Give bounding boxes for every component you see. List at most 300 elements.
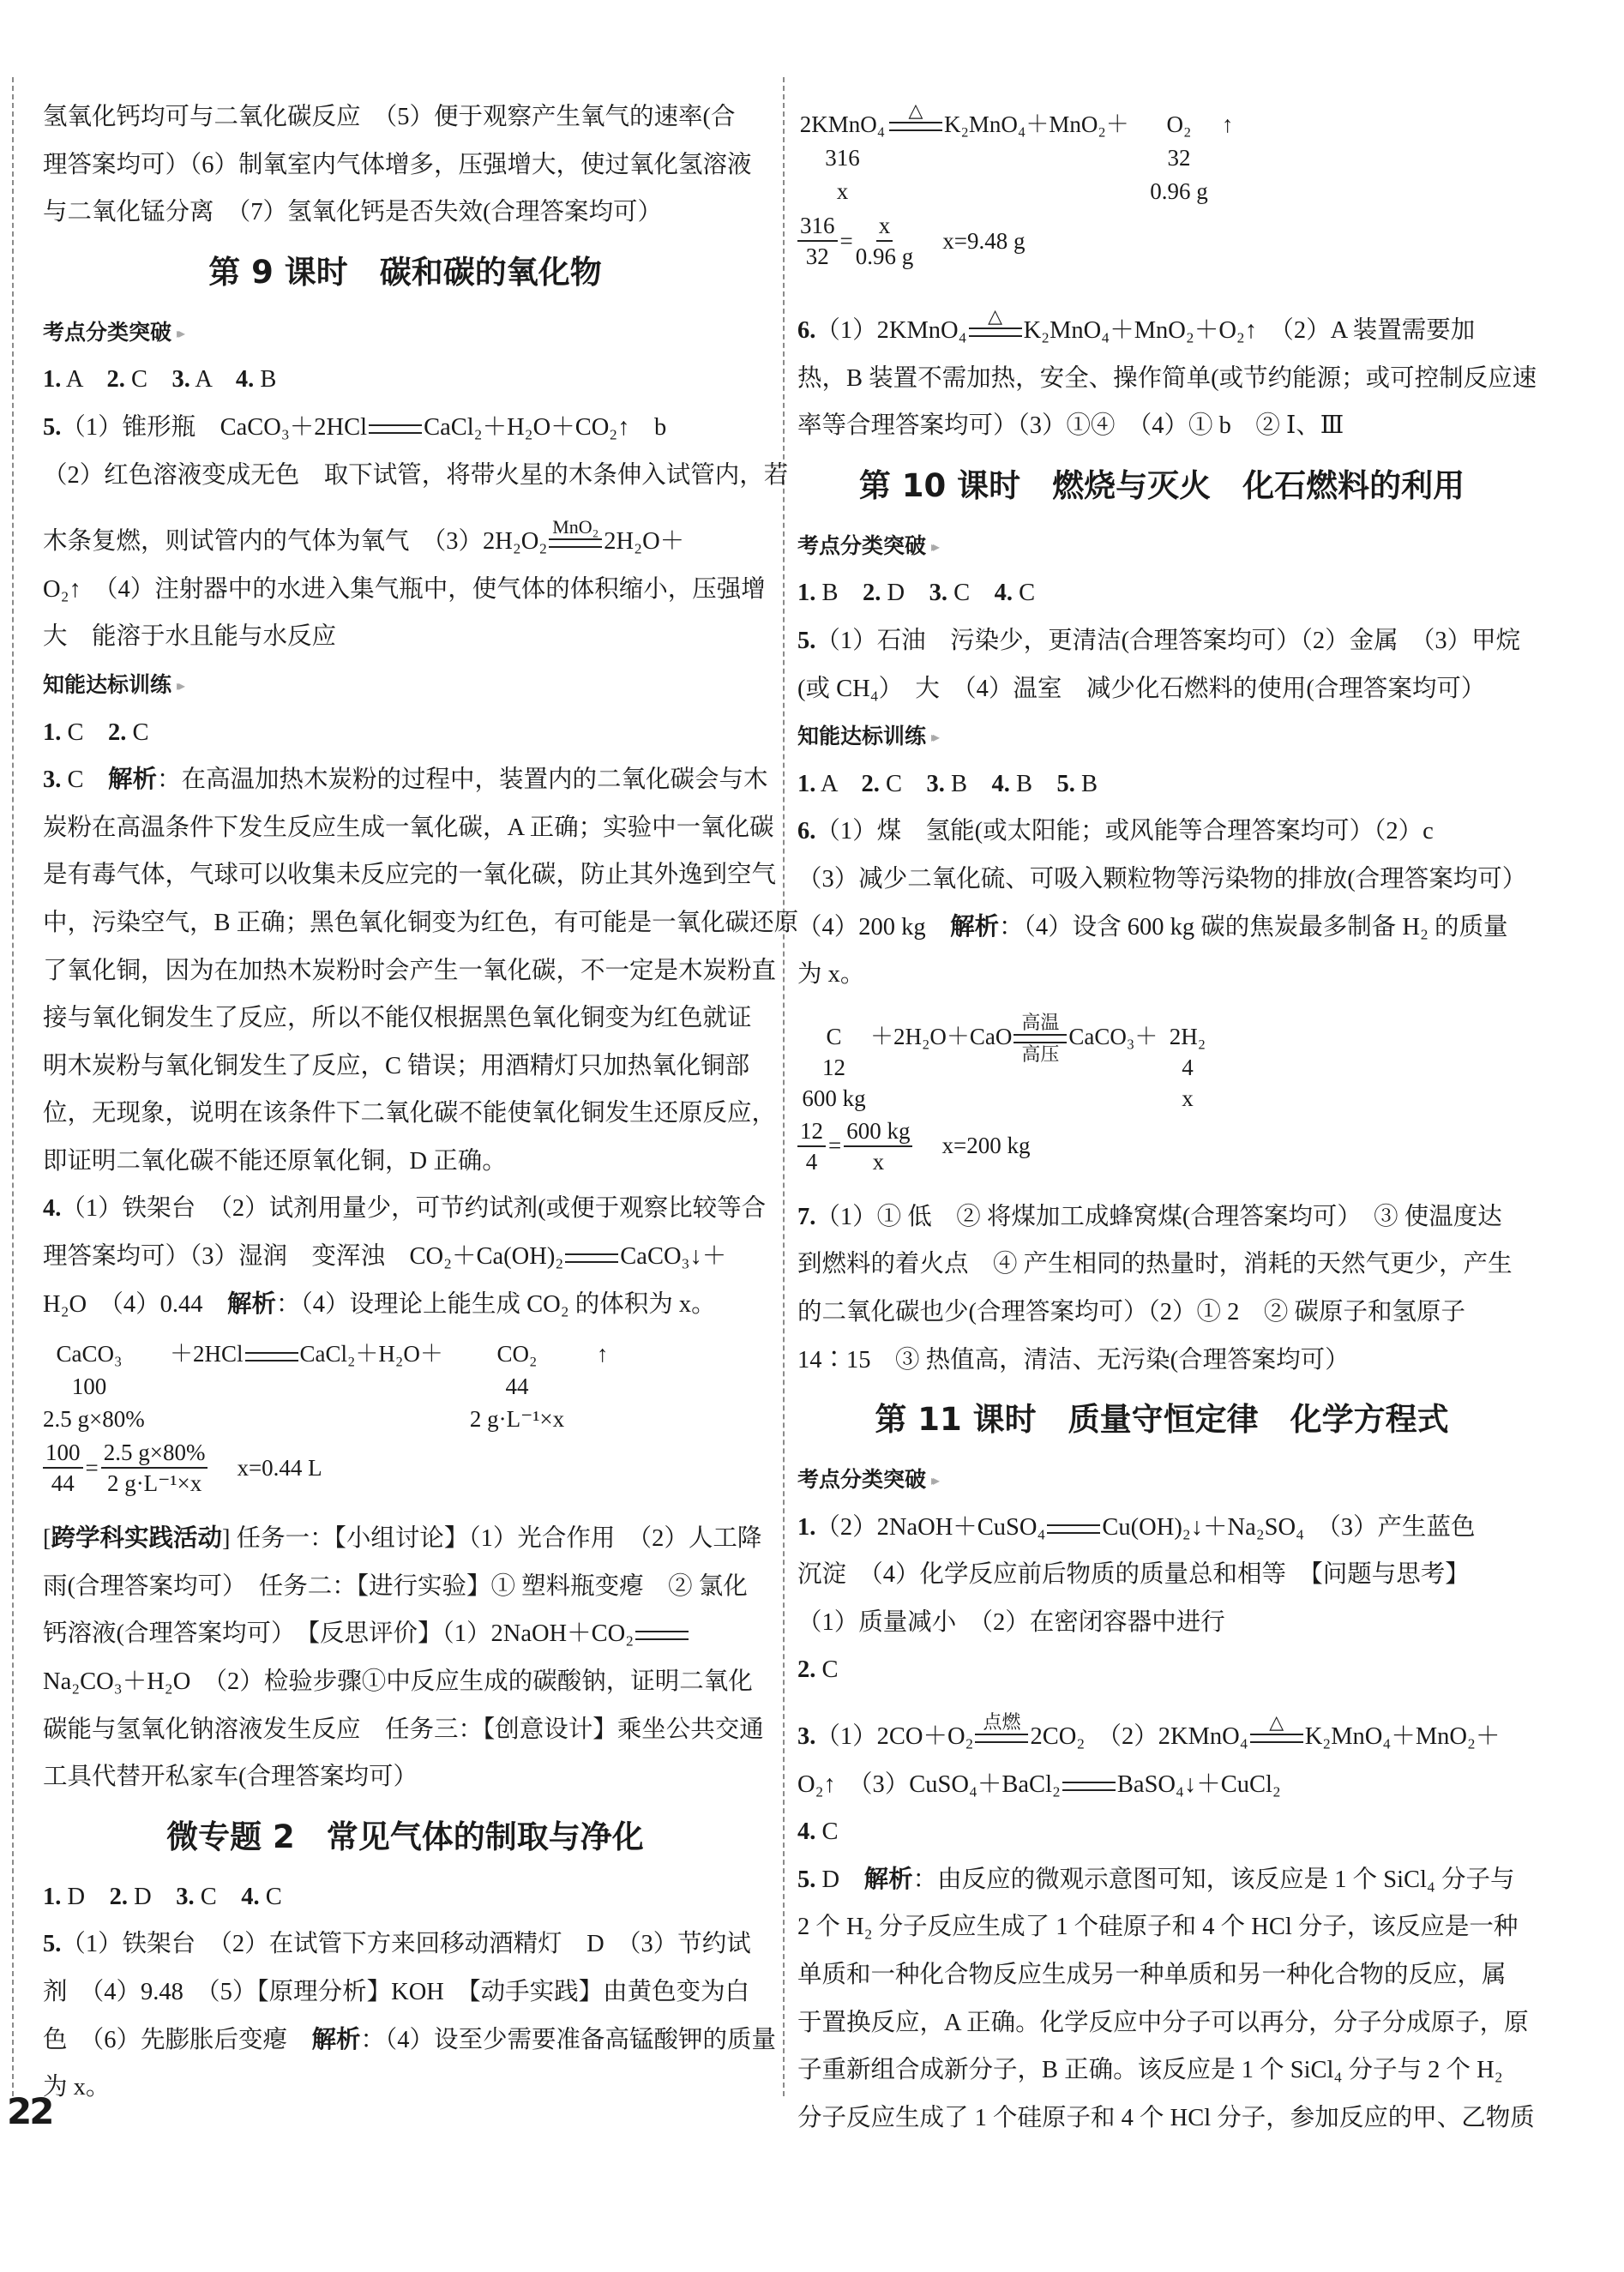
bold-label: 1. bbox=[43, 366, 62, 394]
calc-cell bbox=[43, 1370, 135, 1403]
text-run: （1）2KMnO₄ bbox=[815, 317, 967, 344]
bold-label: 2. bbox=[106, 366, 125, 394]
text-run: 的二氧化碳也少(合理答案均可）（2）① 2 ② 碳原子和氢原子 bbox=[797, 1298, 1465, 1325]
text-line bbox=[797, 808, 1526, 856]
text-line bbox=[797, 1504, 1526, 1552]
text-run: K₂MnO₄＋MnO₂＋ bbox=[944, 111, 1129, 137]
text-run: 理答案均可）（6）制氧室内气体增多，压强增大，使过氧化氢溶液 bbox=[43, 151, 752, 178]
text-run: 44 bbox=[505, 1373, 529, 1400]
text-line bbox=[43, 899, 799, 947]
numerator: 316 bbox=[797, 211, 838, 242]
text-run: K₂MnO₄＋MnO₂＋ bbox=[1304, 1723, 1501, 1751]
text-line bbox=[797, 856, 1526, 904]
bold-label: 1. bbox=[797, 580, 816, 607]
text-run: Na₂CO₃＋H₂O （2）检验步骤①中反应生成的碳酸钠，证明二氧化 bbox=[43, 1668, 753, 1696]
text-run: CaCO₃↓＋ bbox=[620, 1243, 727, 1271]
text-run: K₂MnO₄＋MnO₂＋O₂↑ （2）A 装置需要加 bbox=[1023, 317, 1476, 344]
bold-label: 4. bbox=[991, 770, 1010, 797]
bold-label: 2. bbox=[108, 718, 127, 746]
calc-cell bbox=[135, 1370, 453, 1403]
text-line bbox=[43, 709, 767, 757]
bold-label: 1. bbox=[43, 718, 62, 746]
fraction-left bbox=[797, 211, 838, 271]
text-line bbox=[797, 1694, 1526, 1761]
text-run: O₂↑ （4）注射器中的水进入集气瓶中，使气体的体积缩小，压强增 bbox=[43, 575, 766, 603]
text-line bbox=[797, 1241, 1526, 1289]
text-run: 氢氧化钙均可与二氧化碳反应 （5）便于观察产生氧气的速率(合 bbox=[43, 104, 736, 130]
text-run: 为 x。 bbox=[43, 2074, 111, 2101]
text-run: 2H₂ bbox=[1169, 1023, 1206, 1049]
section-heading bbox=[797, 712, 1526, 760]
calc-cell bbox=[453, 1337, 581, 1370]
text-line bbox=[43, 2064, 767, 2112]
text-line bbox=[43, 995, 767, 1043]
lesson-title: 第 11 课时 质量守恒定律 化学方程式 bbox=[875, 1401, 1449, 1439]
bold-label: 1. bbox=[797, 770, 816, 797]
text-run: 工具代替开私家车(合理答案均可） bbox=[43, 1764, 418, 1791]
text-run: 与二氧化锰分离 （7）氢氧化钙是否失效(合理答案均可） bbox=[43, 199, 662, 226]
text-line bbox=[43, 1233, 767, 1281]
reaction-equals-sign bbox=[635, 1631, 689, 1640]
reaction-equals-sign bbox=[1013, 1012, 1067, 1066]
bold-label: 解析 bbox=[950, 913, 1000, 941]
text-run: H₂O （4）0.44 bbox=[43, 1290, 227, 1318]
text-run: 大 能溶于水且能与水反应 bbox=[43, 623, 337, 651]
numerator: 12 bbox=[797, 1116, 826, 1147]
text-line bbox=[43, 1920, 767, 1968]
bold-label: 2. bbox=[109, 1883, 128, 1910]
text-run: ↑ bbox=[1222, 111, 1234, 137]
text-line bbox=[797, 665, 1526, 713]
text-line bbox=[797, 1646, 1526, 1694]
text-run: 到燃料的着火点 ④ 产生相同的热量时，消耗的天然气更少，产生 bbox=[797, 1251, 1513, 1278]
calc-cell bbox=[797, 1052, 870, 1083]
text-line bbox=[43, 499, 767, 566]
calc-cell bbox=[1158, 1021, 1218, 1052]
bold-label: 2. bbox=[797, 1656, 816, 1684]
text-run: 剂 （4）9.48 （5）【原理分析】KOH 【动手实践】由黄色变为白 bbox=[43, 1979, 750, 2005]
text-line bbox=[43, 1138, 767, 1186]
calc-cell bbox=[43, 1337, 135, 1370]
text-run: 率等合理答案均可）（3）①④ （4）① b ② Ⅰ、Ⅲ bbox=[797, 412, 1344, 440]
text-line bbox=[43, 141, 767, 189]
proportion-equation bbox=[43, 1435, 767, 1500]
text-run: CaCO₃＋ bbox=[1068, 1023, 1158, 1049]
denominator: 4 bbox=[805, 1148, 818, 1175]
text-run: 100 bbox=[71, 1373, 107, 1400]
text-run: C bbox=[194, 1883, 242, 1910]
text-line bbox=[43, 1043, 767, 1091]
calc-cell bbox=[135, 1403, 453, 1435]
text-line bbox=[797, 402, 1526, 450]
text-line bbox=[43, 1563, 767, 1611]
bold-label: 4. bbox=[241, 1883, 260, 1910]
text-run: 位，无现象，说明在该条件下二氧化碳不能使氧化铜发生还原反应， bbox=[43, 1100, 777, 1127]
reaction-equals-sign bbox=[1250, 1711, 1303, 1743]
calc-cell bbox=[453, 1403, 581, 1435]
section-heading-label: 知能达标训练 bbox=[43, 671, 172, 697]
text-line bbox=[797, 760, 1526, 808]
bold-label: 3. bbox=[176, 1883, 195, 1910]
double-arrow-icon: ▸▸ bbox=[177, 677, 181, 694]
numerator: x bbox=[876, 211, 893, 242]
calc-cell bbox=[887, 99, 1140, 141]
calc-cell bbox=[1158, 1052, 1218, 1083]
proportion-equation bbox=[797, 1114, 1526, 1179]
text-run: （3）减少二氧化硫、可吸入颗粒物等污染物的排放(合理答案均可） bbox=[797, 865, 1527, 893]
text-run: 是有毒气体，气球可以收集未反应完的一氧化碳，防止其外逸到空气 bbox=[43, 862, 777, 889]
fraction-right bbox=[844, 1116, 912, 1176]
denominator: x bbox=[872, 1148, 885, 1175]
bold-label: 6. bbox=[797, 818, 816, 845]
fraction-left bbox=[797, 1116, 826, 1176]
bold-label: 4. bbox=[235, 366, 255, 394]
calc-cell bbox=[797, 1021, 870, 1052]
text-run: [ bbox=[43, 1525, 51, 1553]
text-run: （1）2CO＋O₂ bbox=[815, 1723, 974, 1751]
text-run: B bbox=[1074, 770, 1098, 797]
bold-label: 3. bbox=[171, 366, 190, 394]
reaction-condition: MnO₂ bbox=[552, 516, 599, 538]
text-line bbox=[797, 1193, 1526, 1241]
bold-label: 5. bbox=[43, 1931, 62, 1958]
text-run: D bbox=[815, 1866, 864, 1893]
text-run: B bbox=[944, 770, 992, 797]
numerator: 2.5 g×80% bbox=[101, 1438, 208, 1469]
calc-cell bbox=[1218, 141, 1269, 175]
text-run: 32 bbox=[1167, 145, 1191, 171]
text-line bbox=[797, 1903, 1526, 1951]
section-heading-label: 考点分类突破 bbox=[43, 319, 172, 345]
reaction-equals-sign bbox=[245, 1352, 298, 1361]
left-column bbox=[43, 93, 799, 2112]
text-run: （1）锥形瓶 CaCO₃＋2HCl bbox=[61, 413, 368, 441]
lesson-title: 第 10 课时 燃烧与灭火 化石燃料的利用 bbox=[858, 466, 1465, 504]
text-run: 子重新组合成新分子，B 正确。该反应是 1 个 SiCl₄ 分子与 2 个 H₂ bbox=[797, 2057, 1503, 2084]
calc-c-h2 bbox=[797, 1012, 1526, 1114]
text-line bbox=[43, 851, 777, 899]
calc-cell bbox=[887, 141, 1140, 175]
text-run: C bbox=[1013, 580, 1036, 607]
equals-sign: = bbox=[85, 1454, 99, 1481]
text-line bbox=[797, 1761, 1526, 1809]
text-run: 钙溶液(合理答案均可） 【反思评价】（1）2NaOH＋CO₂ bbox=[43, 1620, 635, 1648]
text-line bbox=[43, 947, 777, 995]
text-line bbox=[43, 93, 767, 141]
text-run: CaCO₃ bbox=[56, 1341, 123, 1367]
text-run: D bbox=[61, 1883, 110, 1910]
text-line bbox=[43, 756, 767, 804]
text-run: 明木炭粉与氧化铜发生了反应，C 错误；用酒精灯只加热氧化铜部 bbox=[43, 1052, 750, 1079]
bold-label: 3. bbox=[929, 580, 947, 607]
text-run: A bbox=[815, 770, 862, 797]
text-run: A bbox=[189, 366, 236, 394]
text-line bbox=[43, 1753, 767, 1801]
text-line bbox=[43, 613, 767, 661]
text-run: 12 bbox=[822, 1054, 845, 1080]
text-run: （1）石油 污染少，更清洁(合理答案均可）（2）金属 （3）甲烷 bbox=[815, 627, 1521, 654]
text-run: 单质和一种化合物反应生成另一种单质和另一种化合物的反应，属 bbox=[797, 1962, 1507, 1989]
text-run: （1）质量减小 （2）在密闭容器中进行 bbox=[797, 1608, 1225, 1636]
bold-label: 5. bbox=[1056, 770, 1075, 797]
text-line bbox=[43, 1281, 767, 1329]
reaction-equals-sign bbox=[369, 424, 422, 434]
text-line bbox=[43, 356, 767, 404]
column-divider-dashed-line bbox=[783, 77, 785, 2096]
text-run: C bbox=[826, 1023, 842, 1049]
text-run: 理答案均可）（3）湿润 变浑浊 CO₂＋Ca(OH)₂ bbox=[43, 1243, 564, 1271]
text-run: ：（4）设理论上能生成 CO₂ 的体积为 x。 bbox=[276, 1290, 716, 1318]
text-run: 2.5 g×80% bbox=[43, 1406, 145, 1433]
bold-label: 解析 bbox=[863, 1866, 913, 1893]
section-heading-label: 知能达标训练 bbox=[797, 724, 927, 749]
text-run: （1）煤 氢能(或太阳能；或风能等合理答案均可）（2）c bbox=[815, 818, 1434, 845]
text-line bbox=[43, 404, 767, 452]
text-run: 中，污染空气，B 正确；黑色氧化铜变为红色，有可能是一氧化碳还原 bbox=[43, 909, 799, 936]
text-line bbox=[43, 1658, 767, 1706]
lesson-title: 第 9 课时 碳和碳的氧化物 bbox=[208, 253, 602, 291]
text-run: 600 kg bbox=[802, 1085, 866, 1111]
text-run: 14∶15 ③ 热值高，清洁、无污染(合理答案均可） bbox=[797, 1346, 1350, 1373]
equals-sign: = bbox=[839, 227, 853, 254]
double-arrow-icon: ▸▸ bbox=[931, 729, 935, 746]
text-run: C bbox=[124, 366, 172, 394]
text-run: B bbox=[1009, 770, 1057, 797]
text-run: C bbox=[126, 718, 149, 746]
text-line bbox=[797, 1856, 1526, 1904]
reaction-condition: △ bbox=[908, 99, 923, 122]
bold-label: 4. bbox=[994, 580, 1013, 607]
calc-cell bbox=[1218, 108, 1269, 141]
calc-caco3 bbox=[43, 1337, 767, 1435]
calc-cell bbox=[1218, 175, 1269, 208]
reaction-condition: △ bbox=[988, 304, 1003, 327]
calc-cell bbox=[1140, 108, 1218, 141]
text-run: （1）铁架台 （2）试剂用量少，可节约试剂(或便于观察比较等合 bbox=[61, 1195, 767, 1223]
reaction-equals-sign bbox=[975, 1711, 1028, 1743]
text-run: x bbox=[1182, 1085, 1194, 1111]
text-run: （1）① 低 ② 将煤加工成蜂窝煤(合理答案均可） ③ 使温度达 bbox=[815, 1203, 1502, 1230]
bold-label: 2. bbox=[861, 770, 880, 797]
section-heading-label: 考点分类突破 bbox=[797, 1467, 927, 1493]
text-run: 316 bbox=[825, 145, 860, 171]
text-run: 分子反应生成了 1 个硅原子和 4 个 HCl 分子，参加反应的甲、乙物质 bbox=[797, 2104, 1535, 2131]
text-run: (或 CH₄） 大 （4）温室 减少化石燃料的使用(合理答案均可） bbox=[797, 675, 1486, 702]
text-run: 为 x。 bbox=[797, 961, 865, 989]
text-run: C bbox=[947, 580, 995, 607]
text-run: C bbox=[815, 1818, 839, 1846]
text-line bbox=[43, 1968, 767, 2017]
text-run: D bbox=[881, 580, 929, 607]
text-run: x bbox=[836, 178, 849, 204]
text-run: 炭粉在高温条件下发生反应生成一氧化碳，A 正确；实验中一氧化碳 bbox=[43, 814, 774, 841]
numerator: 600 kg bbox=[844, 1116, 912, 1147]
section-heading bbox=[43, 661, 767, 709]
bold-label: 5. bbox=[797, 1866, 816, 1893]
calc-cell bbox=[581, 1337, 633, 1370]
denominator: 32 bbox=[805, 243, 829, 269]
calc-cell bbox=[43, 1403, 145, 1435]
bold-label: 4. bbox=[797, 1818, 816, 1846]
text-run: ：由反应的微观示意图可知，该反应是 1 个 SiCl₄ 分子与 bbox=[912, 1866, 1515, 1893]
text-run: 接与氧化铜发生了反应，所以不能仅根据黑色氧化铜变为红色就证 bbox=[43, 1005, 752, 1032]
left-margin-dashed-line bbox=[12, 77, 14, 2096]
text-line bbox=[43, 1515, 767, 1563]
denominator: 0.96 g bbox=[855, 243, 914, 269]
text-run: A bbox=[61, 366, 107, 394]
text-run: 2KMnO₄ bbox=[799, 111, 886, 137]
text-run: C bbox=[61, 766, 109, 794]
text-run: （2）2NaOH＋CuSO₄ bbox=[815, 1513, 1046, 1541]
text-line bbox=[43, 1873, 767, 1921]
text-line bbox=[797, 1599, 1526, 1647]
bold-label: 5. bbox=[797, 627, 816, 654]
bold-label: 6. bbox=[797, 317, 816, 344]
calc-cell bbox=[797, 108, 887, 141]
fraction-left bbox=[43, 1438, 83, 1498]
reaction-equals-sign bbox=[549, 516, 602, 548]
right-column bbox=[797, 79, 1537, 2142]
calc-kmno4 bbox=[797, 99, 1526, 208]
bold-label: 3. bbox=[43, 766, 62, 794]
text-line bbox=[797, 951, 1526, 999]
text-line bbox=[797, 355, 1537, 403]
text-line bbox=[43, 452, 789, 500]
text-run: 沉淀 （4）化学反应前后物质的质量总和相等 【问题与思考】 bbox=[797, 1561, 1470, 1589]
bold-label: 7. bbox=[797, 1203, 816, 1230]
numerator: 100 bbox=[43, 1438, 83, 1469]
reaction-condition: 点燃 bbox=[983, 1711, 1021, 1734]
bold-label: 解析 bbox=[311, 2026, 361, 2053]
text-run: 2CO₂ （2）2KMnO₄ bbox=[1030, 1723, 1248, 1751]
text-line bbox=[797, 1808, 1526, 1856]
text-run: 雨(合理答案均可） 任务二：【进行实验】① 塑料瓶变瘪 ② 氯化 bbox=[43, 1572, 748, 1600]
bold-label: 解析 bbox=[108, 766, 158, 794]
text-run: 木条复燃，则试管内的气体为氧气 （3）2H₂O₂ bbox=[43, 528, 548, 556]
text-run: ：在高温加热木炭粉的过程中，装置内的二氧化碳会与木 bbox=[157, 766, 768, 794]
text-run: 色 （6）先膨胀后变瘪 bbox=[43, 2026, 312, 2053]
calc-cell bbox=[581, 1370, 633, 1403]
section-heading-label: 考点分类突破 bbox=[797, 532, 927, 558]
text-run: 2 个 H₂ 分子反应生成了 1 个硅原子和 4 个 HCl 分子，该反应是一种 bbox=[797, 1914, 1519, 1941]
text-line bbox=[43, 1610, 767, 1658]
text-run: 了氧化铜，因为在加热木炭粉时会产生一氧化碳，不一定是木炭粉直 bbox=[43, 957, 777, 984]
section-heading bbox=[43, 309, 767, 357]
text-run: CaCl₂＋H₂O＋ bbox=[299, 1341, 443, 1367]
text-run: （2）红色溶液变成无色 取下试管，将带火星的木条伸入试管内，若 bbox=[43, 461, 789, 489]
calc-cell bbox=[797, 175, 887, 208]
bold-label: 2. bbox=[863, 580, 881, 607]
reaction-condition-below: 高压 bbox=[1021, 1043, 1060, 1066]
text-line bbox=[797, 2047, 1526, 2095]
calc-cell bbox=[887, 175, 1140, 208]
text-run: C bbox=[879, 770, 927, 797]
reaction-equals-sign bbox=[969, 304, 1022, 337]
text-run: D bbox=[127, 1883, 177, 1910]
calc-cell bbox=[1158, 1083, 1218, 1114]
text-run: Cu(OH)₂↓＋Na₂SO₄ （3）产生蓝色 bbox=[1102, 1513, 1476, 1541]
reaction-equals-sign bbox=[1047, 1524, 1100, 1534]
text-run: 0.96 g bbox=[1150, 178, 1208, 204]
bold-label: 4. bbox=[43, 1195, 62, 1223]
denominator: 2 g·L⁻¹×x bbox=[106, 1470, 202, 1497]
text-run: （1）铁架台 （2）在试管下方来回移动酒精灯 D （3）节约试 bbox=[61, 1931, 751, 1958]
text-run: ：（4）设含 600 kg 碳的焦炭最多制备 H₂ 的质量 bbox=[999, 913, 1508, 941]
calc-cell bbox=[581, 1403, 633, 1435]
bold-label: 解析 bbox=[226, 1290, 276, 1318]
page-number: 22 bbox=[7, 2090, 52, 2132]
bold-label: 1. bbox=[43, 1883, 62, 1910]
calc-cell bbox=[797, 1083, 870, 1114]
reaction-equals-sign bbox=[1062, 1782, 1116, 1791]
text-line bbox=[797, 617, 1526, 665]
text-run: O₂ bbox=[1166, 111, 1192, 137]
text-line bbox=[797, 1551, 1526, 1599]
text-line bbox=[797, 2095, 1535, 2143]
text-run: （4）200 kg bbox=[797, 913, 951, 941]
calc-cell bbox=[870, 1083, 1158, 1114]
text-run: CaCl₂＋H₂O＋CO₂↑ b bbox=[424, 413, 667, 441]
reaction-condition: 高温 bbox=[1021, 1012, 1060, 1034]
text-line bbox=[43, 1090, 777, 1138]
text-line bbox=[43, 566, 767, 614]
bold-label: 1. bbox=[797, 1513, 816, 1541]
reaction-equals-sign bbox=[889, 99, 942, 131]
proportion-equation bbox=[797, 208, 1526, 273]
text-run: ] 任务一：【小组讨论】（1）光合作用 （2）人工降 bbox=[222, 1525, 762, 1553]
text-line bbox=[797, 1337, 1526, 1385]
text-line bbox=[797, 904, 1526, 952]
calc-cell bbox=[797, 141, 887, 175]
text-line bbox=[43, 804, 774, 852]
text-run: 即证明二氧化碳不能还原氧化铜，D 正确。 bbox=[43, 1147, 507, 1175]
text-run: C bbox=[61, 718, 109, 746]
lesson-title: 微专题 2 常见气体的制取与净化 bbox=[166, 1818, 644, 1855]
text-run: 于置换反应，A 正确。化学反应中分子可以再分，分子分成原子，原 bbox=[797, 2009, 1529, 2036]
fraction-right bbox=[101, 1438, 208, 1498]
fraction-right bbox=[856, 211, 914, 271]
text-run: O₂↑ （3）CuSO₄＋BaCl₂ bbox=[797, 1770, 1061, 1798]
text-run: 2 g·L⁻¹×x bbox=[469, 1406, 565, 1433]
bold-label: 跨学科实践活动 bbox=[51, 1525, 223, 1553]
text-line bbox=[43, 1185, 767, 1233]
calc-cell bbox=[135, 1337, 453, 1370]
equals-sign: = bbox=[828, 1133, 842, 1159]
text-run: ：（4）设至少需要准备高锰酸钾的质量 bbox=[360, 2026, 777, 2053]
double-arrow-icon: ▸▸ bbox=[931, 1472, 935, 1489]
text-line bbox=[43, 189, 767, 237]
text-run: C bbox=[815, 1656, 839, 1684]
text-run: C bbox=[259, 1883, 282, 1910]
text-run: 碳能与氢氧化钠溶液发生反应 任务三：【创意设计】乘坐公共交通 bbox=[43, 1716, 764, 1743]
text-line bbox=[43, 2017, 777, 2065]
text-line bbox=[797, 288, 1526, 355]
text-line bbox=[797, 1289, 1526, 1337]
calc-cell bbox=[870, 1012, 1158, 1066]
text-run: B bbox=[254, 366, 277, 394]
text-run: B bbox=[815, 580, 863, 607]
text-line bbox=[797, 569, 1526, 617]
text-run: 热，B 装置不需加热，安全、操作简单(或节约能源；或可控制反应速 bbox=[797, 364, 1537, 392]
text-line bbox=[797, 1999, 1529, 2047]
denominator: 44 bbox=[51, 1470, 75, 1497]
text-run: ＋2HCl bbox=[170, 1341, 244, 1367]
text-run: BaSO₄↓＋CuCl₂ bbox=[1116, 1770, 1281, 1798]
bold-label: 3. bbox=[797, 1723, 816, 1751]
text-run: CO₂ bbox=[496, 1341, 538, 1367]
calc-cell bbox=[453, 1370, 581, 1403]
section-heading bbox=[797, 522, 1526, 570]
